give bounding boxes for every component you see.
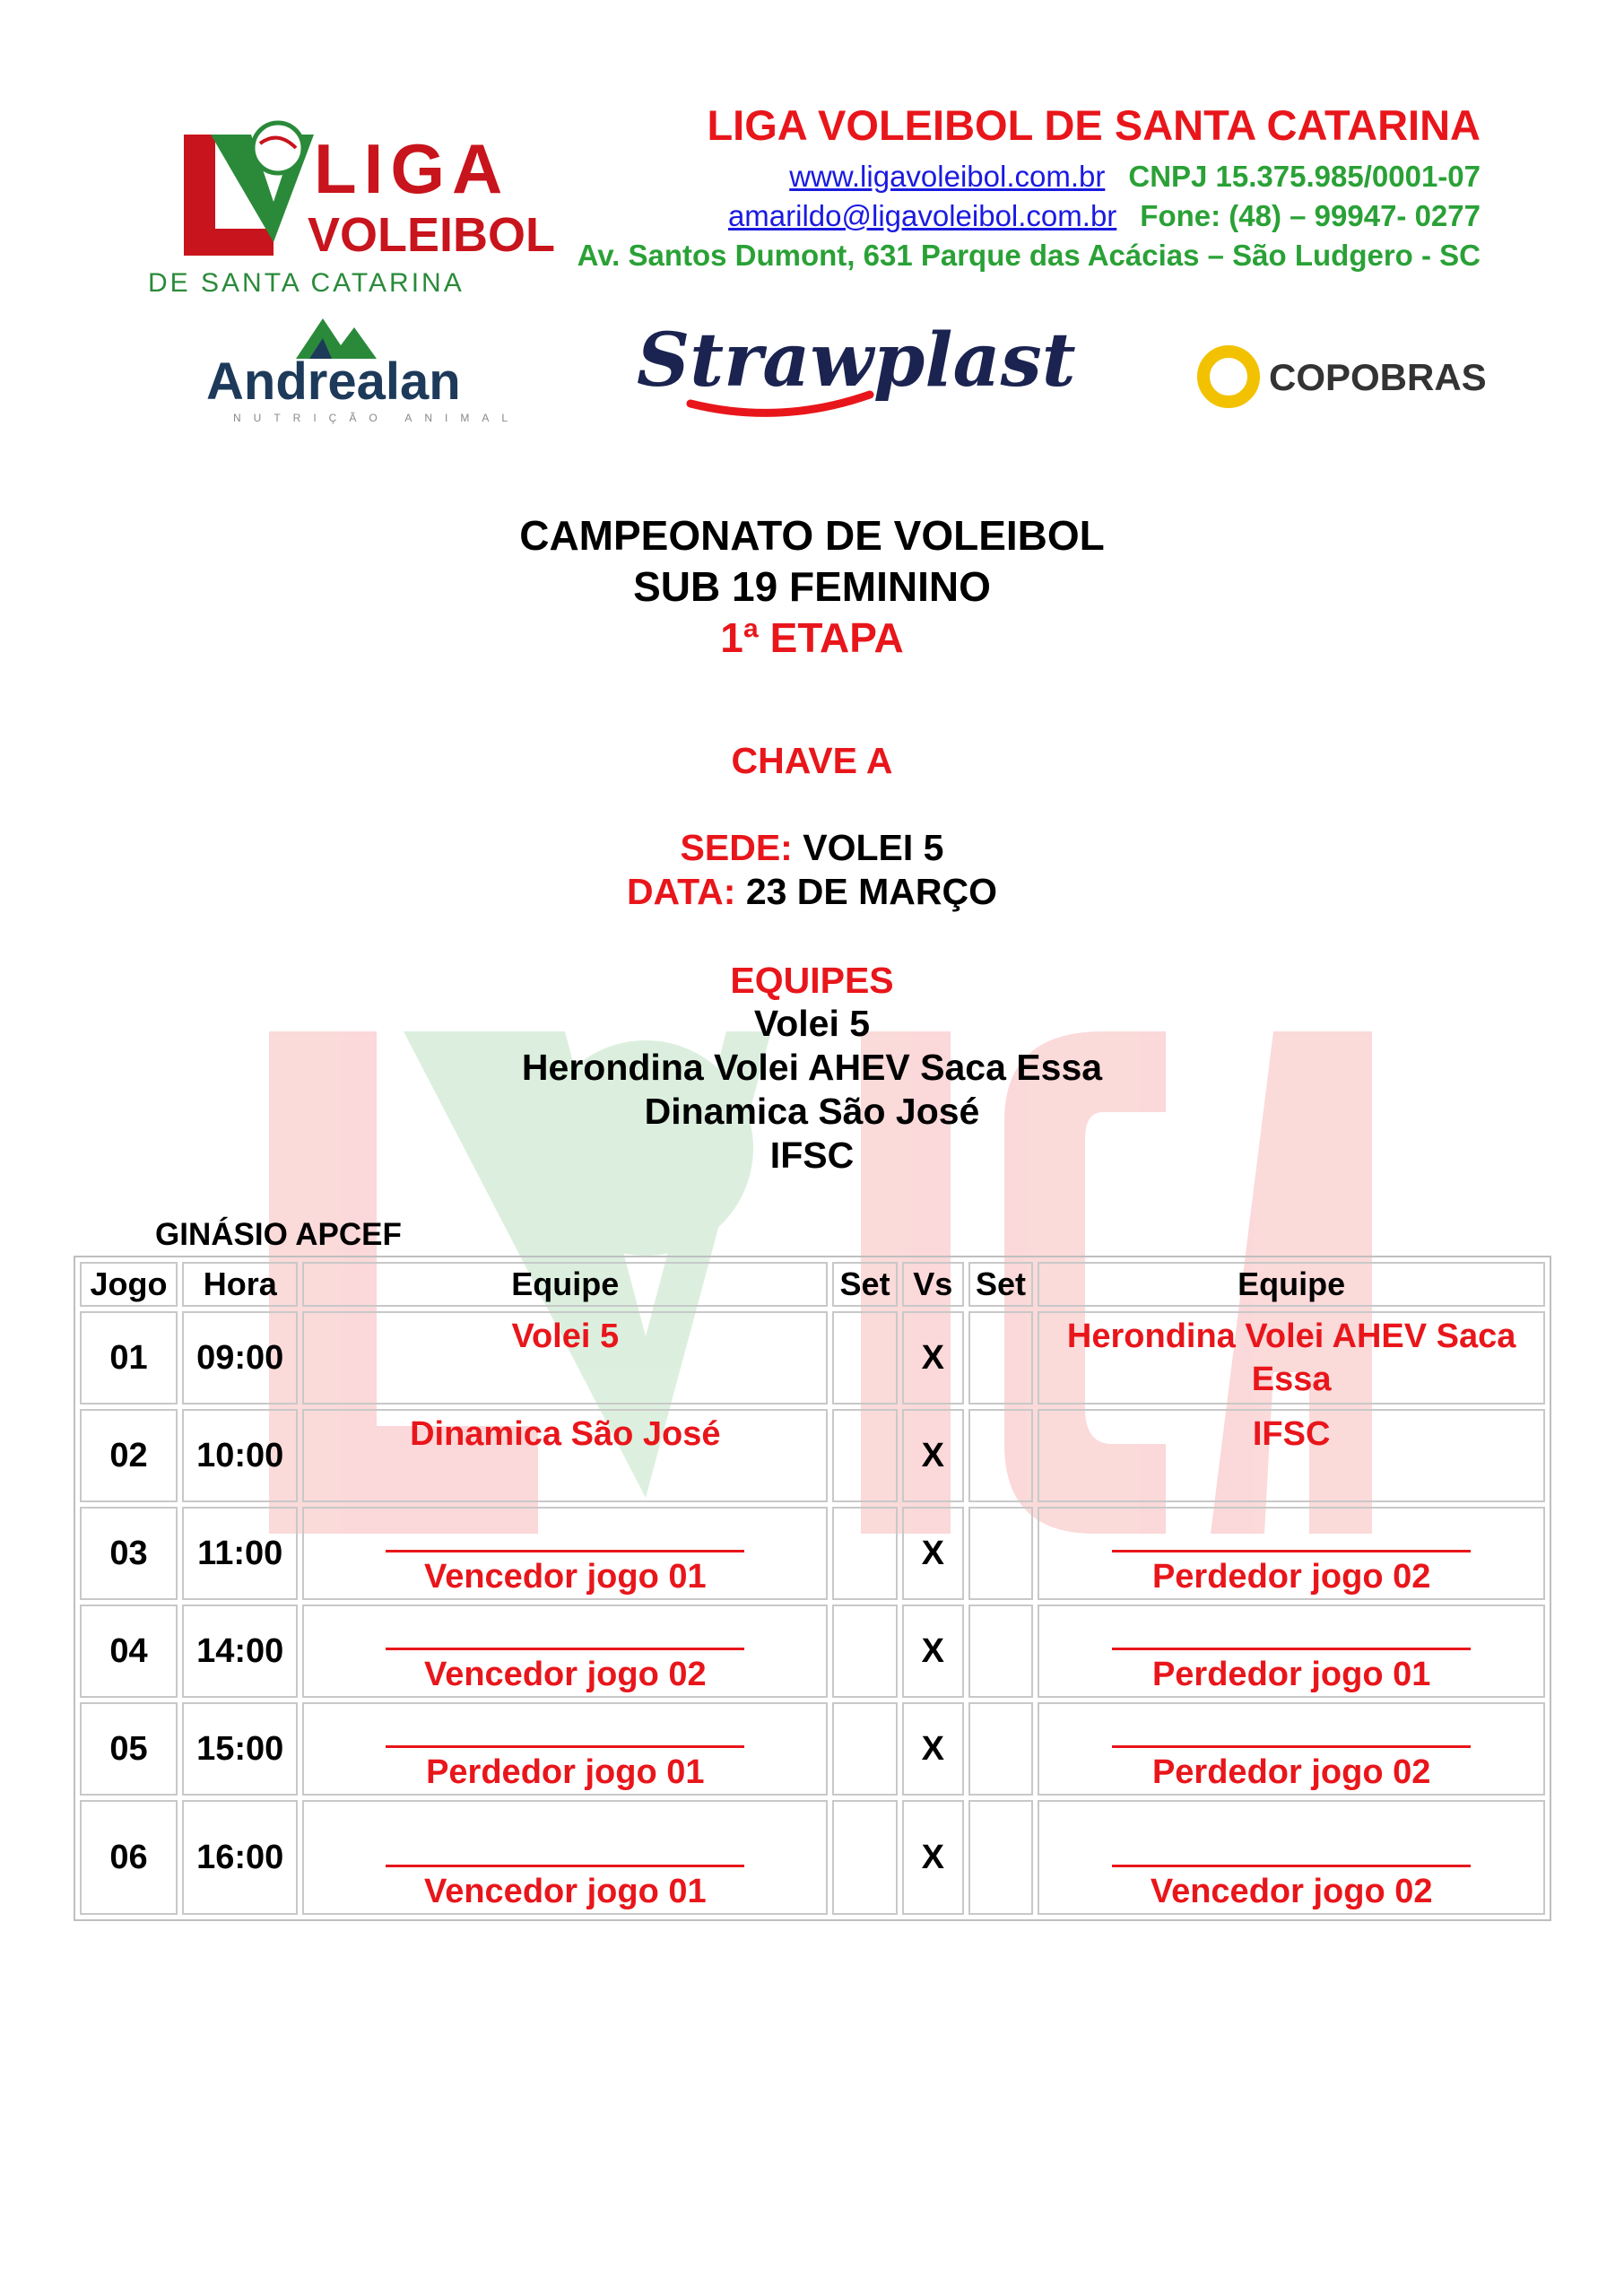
org-email-phone-line xyxy=(728,199,1481,233)
sede-value: VOLEI 5 xyxy=(803,827,944,868)
table-row xyxy=(80,1311,1545,1405)
hora-cell: 09:00 xyxy=(182,1311,298,1405)
vs-cell: X xyxy=(902,1605,964,1698)
equipes-title: EQUIPES xyxy=(730,960,894,1001)
jogo-cell: 02 xyxy=(80,1409,178,1502)
title-line-1: CAMPEONATO DE VOLEIBOL xyxy=(519,512,1105,559)
jogo-cell: 06 xyxy=(80,1800,178,1915)
team-b-text: Vencedor jogo 02 xyxy=(1150,1873,1433,1910)
team-list-item: IFSC xyxy=(769,1135,855,1176)
set-b-cell xyxy=(968,1409,1034,1502)
table-row xyxy=(80,1800,1545,1915)
header-vs: Vs xyxy=(902,1262,964,1307)
org-address: Av. Santos Dumont, 631 Parque das Acácias – São Ludgero - SC xyxy=(577,239,1481,272)
team-list-item: Herondina Volei AHEV Saca Essa xyxy=(521,1047,1103,1088)
team-b-cell xyxy=(1038,1605,1545,1698)
team-a-text: Vencedor jogo 01 xyxy=(423,1873,707,1910)
vs-cell: X xyxy=(902,1311,964,1405)
sponsor-andrealan-tagline: NUTRIÇÃO ANIMAL xyxy=(233,412,521,424)
header-hora: Hora xyxy=(182,1262,298,1307)
hora-cell: 14:00 xyxy=(182,1605,298,1698)
hora-cell: 16:00 xyxy=(182,1800,298,1915)
team-b-cell xyxy=(1038,1702,1545,1796)
email-link[interactable]: amarildo@ligavoleibol.com.br xyxy=(727,199,1117,232)
liga-logo xyxy=(148,108,556,298)
team-a-text: Perdedor jogo 01 xyxy=(426,1753,705,1791)
header-set-b: Set xyxy=(968,1262,1034,1307)
cnpj: CNPJ 15.375.985/0001-07 xyxy=(1128,160,1481,193)
team-b-cell xyxy=(1038,1507,1545,1600)
team-b-cell xyxy=(1038,1800,1545,1915)
set-b-cell xyxy=(968,1800,1034,1915)
team-a-cell xyxy=(302,1702,828,1796)
sede-line xyxy=(0,827,1624,869)
team-b-text: Perdedor jogo 02 xyxy=(1151,1558,1431,1596)
vs-cell: X xyxy=(902,1409,964,1502)
team-a-cell xyxy=(302,1507,828,1600)
title-line-3: 1ª ETAPA xyxy=(720,614,904,661)
logo-text-voleibol: VOLEIBOL xyxy=(308,208,556,262)
team-a-text: Vencedor jogo 02 xyxy=(423,1656,707,1693)
team-list-item: Dinamica São José xyxy=(644,1091,980,1132)
team-a-cell xyxy=(302,1605,828,1698)
sponsor-strawplast-logo xyxy=(628,309,1076,426)
team-b-text: Perdedor jogo 01 xyxy=(1151,1656,1431,1693)
header-set-a: Set xyxy=(832,1262,898,1307)
team-b-cell: Herondina Volei AHEV Saca Essa xyxy=(1038,1311,1545,1405)
team-a-cell xyxy=(302,1800,828,1915)
header-jogo: Jogo xyxy=(80,1262,178,1307)
vs-cell: X xyxy=(902,1800,964,1915)
header-equipe-b: Equipe xyxy=(1038,1262,1545,1307)
vs-cell: X xyxy=(902,1702,964,1796)
jogo-cell: 01 xyxy=(80,1311,178,1405)
set-b-cell xyxy=(968,1702,1034,1796)
set-b-cell xyxy=(968,1507,1034,1600)
table-header-row xyxy=(80,1262,1545,1307)
jogo-cell: 03 xyxy=(80,1507,178,1600)
hora-cell: 11:00 xyxy=(182,1507,298,1600)
set-b-cell xyxy=(968,1311,1034,1405)
data-value: 23 DE MARÇO xyxy=(745,871,998,912)
table-row xyxy=(80,1702,1545,1796)
hora-cell: 15:00 xyxy=(182,1702,298,1796)
jogo-cell: 05 xyxy=(80,1702,178,1796)
set-a-cell xyxy=(832,1605,898,1698)
set-a-cell xyxy=(832,1507,898,1600)
set-a-cell xyxy=(832,1311,898,1405)
sponsor-andrealan-logo xyxy=(197,309,521,426)
data-label: DATA: xyxy=(626,871,736,912)
sponsor-strawplast-name: Strawplast xyxy=(637,317,1076,404)
header-equipe-a: Equipe xyxy=(302,1262,828,1307)
team-b-text: Perdedor jogo 02 xyxy=(1151,1753,1431,1791)
team-b-cell: IFSC xyxy=(1038,1409,1545,1502)
logo-text-liga: LIGA xyxy=(314,129,510,208)
table-row xyxy=(80,1409,1545,1502)
org-website-cnpj-line xyxy=(789,160,1481,194)
set-b-cell xyxy=(968,1605,1034,1698)
sponsor-andrealan-name: Andrealan xyxy=(206,352,461,411)
team-list-item: Volei 5 xyxy=(753,1003,871,1044)
table-row xyxy=(80,1507,1545,1600)
title-line-2: SUB 19 FEMININO xyxy=(633,563,991,610)
vs-cell: X xyxy=(902,1507,964,1600)
data-line xyxy=(0,871,1624,913)
group-label: CHAVE A xyxy=(731,740,893,781)
phone: Fone: (48) – 99947- 0277 xyxy=(1140,199,1481,232)
team-a-cell: Dinamica São José xyxy=(302,1409,828,1502)
team-a-cell: Volei 5 xyxy=(302,1311,828,1405)
set-a-cell xyxy=(832,1409,898,1502)
team-a-text: Vencedor jogo 01 xyxy=(423,1558,707,1596)
set-a-cell xyxy=(832,1800,898,1915)
jogo-cell: 04 xyxy=(80,1605,178,1698)
sponsor-copobras-logo xyxy=(1197,341,1502,413)
sponsor-copobras-name: COPOBRAS xyxy=(1269,356,1487,398)
website-link[interactable]: www.ligavoleibol.com.br xyxy=(789,160,1106,193)
org-name: LIGA VOLEIBOL DE SANTA CATARINA xyxy=(707,101,1481,149)
sede-label: SEDE: xyxy=(680,827,793,868)
logo-text-subtitle: DE SANTA CATARINA xyxy=(148,268,465,298)
schedule-table xyxy=(74,1256,1551,1921)
venue-label: GINÁSIO APCEF xyxy=(155,1217,402,1252)
hora-cell: 10:00 xyxy=(182,1409,298,1502)
set-a-cell xyxy=(832,1702,898,1796)
table-row xyxy=(80,1605,1545,1698)
